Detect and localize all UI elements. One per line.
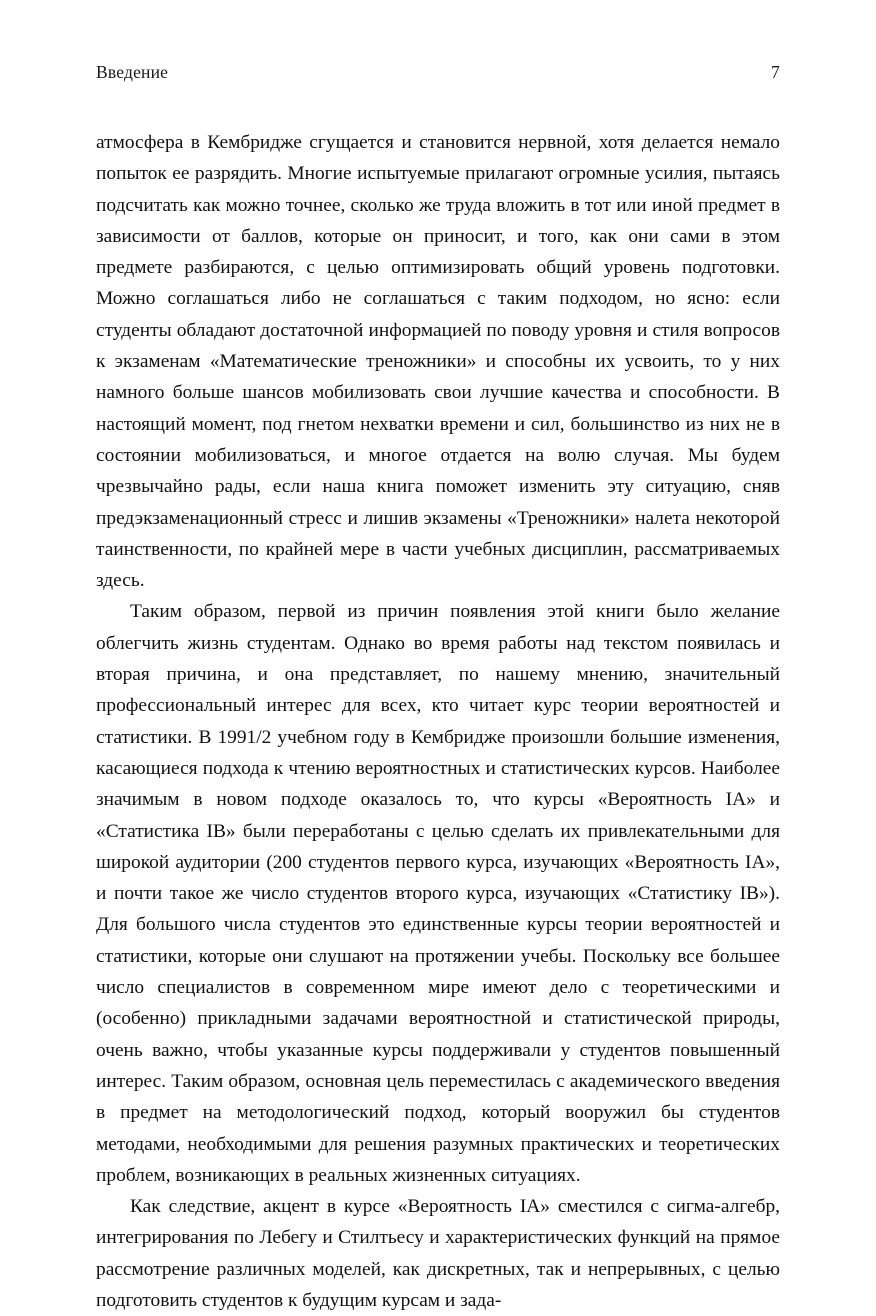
body-text — [96, 127, 780, 1316]
running-head — [96, 62, 780, 83]
paragraph: Таким образом, первой из причин появления этой книги было желание облегчить жизнь студентам. Однако во время работы над текстом появилась и вторая причина, и она представляет, по нашему мнению, значительный профессиональный интерес для всех, кто читает курс теории вероятностей и статистики. В 1991/2 учебном году в Кембридже произошли большие изменения, касающиеся подхода к чтению вероятностных и статистических курсов. Наиболее значимым в новом подходе оказалось то, что курсы «Вероятность IA» и «Статистика IB» были переработаны с целью сделать их привлекательными для широкой аудитории (200 студентов первого курса, изучающих «Вероятность IA», и почти такое же число студентов второго курса, изучающих «Статистику IB»). Для большого числа студентов это единственные курсы теории вероятностей и статистики, которые они слушают на протяжении учебы. Поскольку все большее число специалистов в современном мире имеют дело с теоретическими и (особенно) прикладными задачами вероятностной и статистической природы, очень важно, чтобы указанные курсы поддерживали у студентов повышенный интерес. Таким образом, основная цель переместилась с академического введения в предмет на методологический подход, который вооружил бы студентов методами, необходимыми для решения разумных практических и теоретических проблем, возникающих в реальных жизненных ситуациях. — [96, 601, 780, 1186]
paragraph: Как следствие, акцент в курсе «Вероятность IA» сместился с сигма-алгебр, интегрирования по Лебегу и Стилтьесу и характеристических функций на прямое рассмотрение различных моделей, как дискретных, так и непрерывных, с целью подготовить студентов к будущим курсам и зада- — [96, 1196, 780, 1311]
paragraph: атмосфера в Кембридже сгущается и становится нервной, хотя делается немало попыток ее разрядить. Многие испытуемые прилагают огромные усилия, пытаясь подсчитать как можно точнее, сколько же труда вложить в тот или иной предмет в зависимости от баллов, которые он приносит, и того, как они сами в этом предмете разбираются, с целью оптимизировать общий уровень подготовки. Можно соглашаться либо не соглашаться с таким подходом, но ясно: если студенты обладают достаточной информацией по поводу уровня и стиля вопросов к экзаменам «Математические треножники» и способны их усвоить, то у них намного больше шансов мобилизовать свои лучшие качества и способности. В настоящий момент, под гнетом нехватки времени и сил, большинство из них не в состоянии мобилизоваться, и многое отдается на волю случая. Мы будем чрезвычайно рады, если наша книга поможет изменить эту ситуацию, сняв предэкзаменационный стресс и лишив экзамены «Треножники» налета некоторой таинственности, по крайней мере в части учебных дисциплин, рассматриваемых здесь. — [96, 132, 780, 592]
running-head-title: Введение — [96, 62, 169, 82]
page-number: 7 — [771, 62, 780, 82]
